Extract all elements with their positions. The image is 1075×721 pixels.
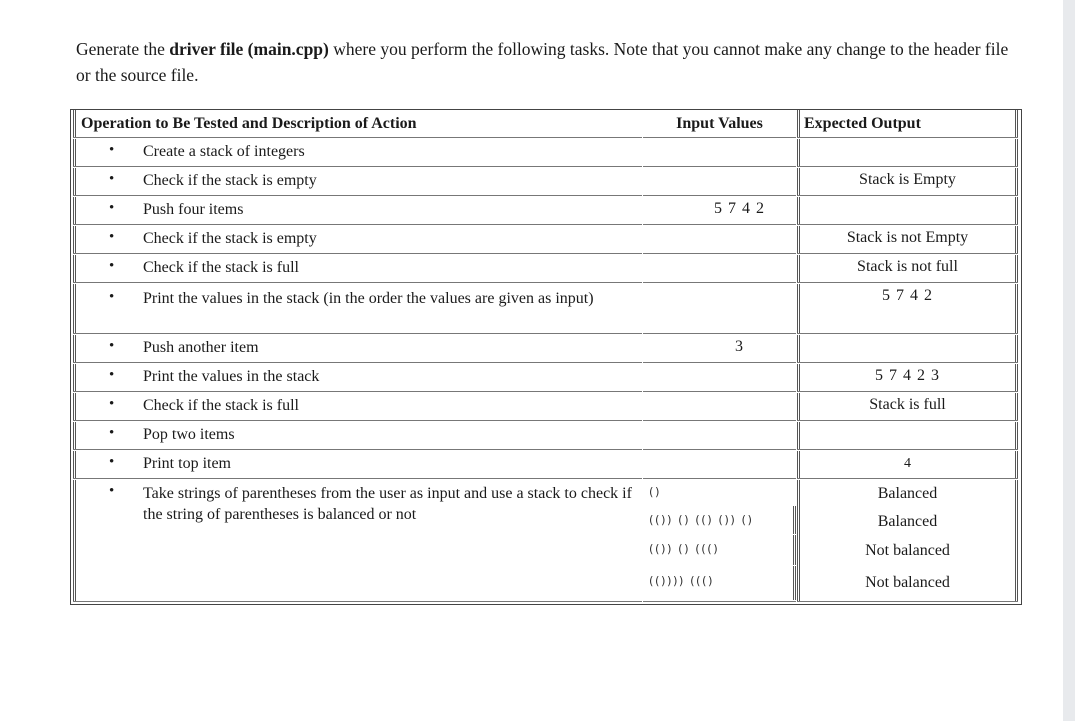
bullet: • xyxy=(109,289,115,305)
row-output: 5 7 4 2 xyxy=(882,287,933,304)
row-output: Stack is Empty xyxy=(859,171,956,188)
paren-input: () xyxy=(649,485,661,499)
intro-text-bold: driver file (main.cpp) xyxy=(169,39,329,59)
table-row xyxy=(71,226,1021,254)
intro-text-end: where you perform the following tasks. Note that you cannot make any change to the header file or the source file. xyxy=(76,39,1009,85)
paren-output: Not balanced xyxy=(865,542,950,559)
row-output: Stack is not full xyxy=(857,258,958,275)
table-row xyxy=(71,335,1021,363)
bullet: • xyxy=(109,171,115,187)
header-output-label: Expected Output xyxy=(804,115,921,132)
parentheses-inputs xyxy=(643,480,796,602)
row-output: Stack is not Empty xyxy=(846,229,969,246)
header-input xyxy=(643,110,796,138)
row-description: Check if the stack is full xyxy=(143,397,299,414)
header-input-label: Input Values xyxy=(676,115,763,132)
row-description: Check if the stack is empty xyxy=(143,230,317,247)
intro-paragraph xyxy=(76,36,1026,88)
bullet: • xyxy=(109,425,115,441)
row-description: Check if the stack is empty xyxy=(143,172,317,189)
bullet: • xyxy=(109,338,115,354)
table-row xyxy=(71,284,1021,334)
intro-text-start: Generate the xyxy=(76,39,170,59)
bullet: • xyxy=(109,200,115,216)
bullet: • xyxy=(109,258,115,274)
row-output: Stack is full xyxy=(869,396,946,413)
bullet: • xyxy=(109,142,115,158)
table-row xyxy=(71,393,1021,421)
paren-output: Balanced xyxy=(877,513,938,530)
paren-input: (()) () ((() xyxy=(649,542,720,556)
table-row xyxy=(71,364,1021,392)
paren-input: (()) () (() ()) () xyxy=(649,513,754,527)
header-operation-label: Operation to Be Tested and Description of Action xyxy=(81,115,417,132)
cell-divider xyxy=(793,506,796,534)
paren-output: Balanced xyxy=(877,485,938,502)
row-description: Push another item xyxy=(143,339,259,356)
table-row xyxy=(71,139,1021,167)
test-plan-table xyxy=(70,109,1022,605)
row-description: Print top item xyxy=(143,455,231,472)
bullet: • xyxy=(109,483,115,499)
row-description: Pop two items xyxy=(143,426,235,443)
header-operation xyxy=(73,110,642,138)
table-row xyxy=(71,168,1021,196)
bullet: • xyxy=(109,454,115,470)
row-description: Check if the stack is full xyxy=(143,259,299,276)
row-input: 5 7 4 2 xyxy=(714,200,765,217)
paren-output: Not balanced xyxy=(865,574,950,591)
header-output xyxy=(797,110,1018,138)
table-row xyxy=(71,197,1021,225)
row-input: 3 xyxy=(735,338,744,355)
parentheses-outputs xyxy=(797,480,1018,602)
row-output: 4 xyxy=(904,456,911,471)
row-description: Print the values in the stack xyxy=(143,368,320,385)
bullet: • xyxy=(109,229,115,245)
row-output: 5 7 4 2 3 xyxy=(875,367,940,384)
row-description: Push four items xyxy=(143,201,244,218)
cell-divider xyxy=(793,535,796,565)
paren-input: (()))) ((() xyxy=(649,574,715,588)
row-description: Print the values in the stack (in the order the values are given as input) xyxy=(143,290,594,307)
page-gutter xyxy=(1063,0,1075,721)
row-description: Take strings of parentheses from the user as input and use a stack to check if the string of parentheses is balanced or not xyxy=(143,485,632,523)
table-row xyxy=(71,422,1021,450)
bullet: • xyxy=(109,396,115,412)
table-header-row xyxy=(71,110,1021,138)
cell-divider xyxy=(793,566,796,600)
bullet: • xyxy=(109,367,115,383)
table-row-parentheses xyxy=(71,480,1021,602)
table-row xyxy=(71,451,1021,479)
row-description: Create a stack of integers xyxy=(143,143,305,160)
table-row xyxy=(71,255,1021,283)
